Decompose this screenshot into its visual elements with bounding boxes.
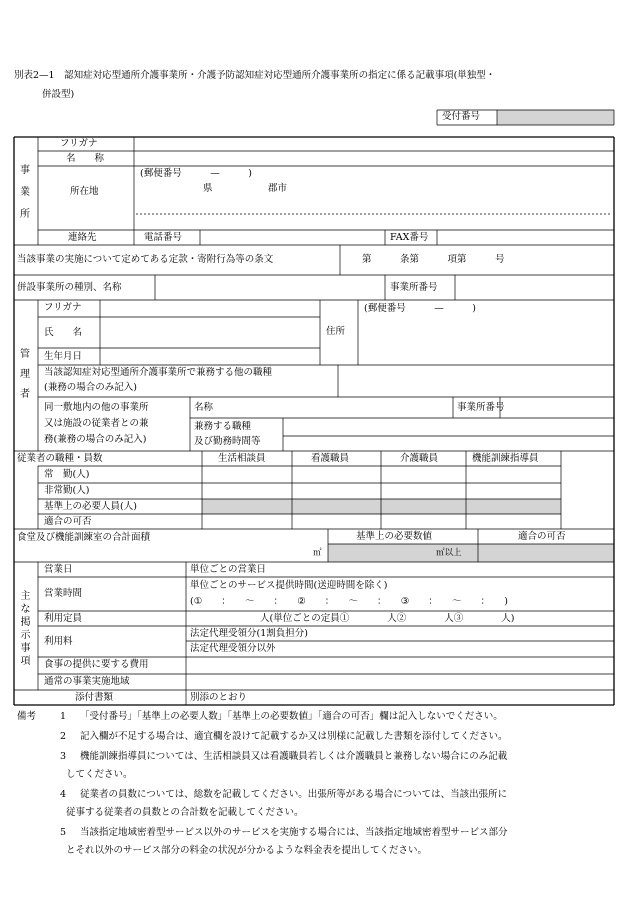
note-1-number: 1 xyxy=(60,711,67,722)
staff-col-counselor: 生活相談員 xyxy=(218,453,266,464)
receipt-number-label: 受付番号 xyxy=(442,111,481,122)
business-postal-code: (郵便番号 — ) xyxy=(140,168,252,179)
manager-duty-label-2: 及び勤務時間等 xyxy=(194,436,261,447)
note-2: 記入欄が不足する場合は、適宜欄を設けて記載するか又は別様に記載した書類を添付してください。 xyxy=(80,731,508,742)
note-3-line-2: してください。 xyxy=(66,769,133,780)
business-days-label: 営業日 xyxy=(44,564,73,575)
note-5-line-2: とそれ以外のサービス部分の料金の状況が分かるような料金表を提出してください。 xyxy=(66,845,428,856)
articles-value: 第 条第 項第 号 xyxy=(362,254,505,265)
fee-label: 利用料 xyxy=(44,636,73,647)
business-section-label: 事業所 xyxy=(20,165,30,220)
note-4-line-1: 従業者の員数については、総数を記載してください。出張所等がある場合については、当該出張所に xyxy=(80,789,508,800)
business-phone-label: 電話番号 xyxy=(144,232,183,243)
area-required-label: 基準上の必要数値 xyxy=(356,531,433,542)
business-contact-label: 連絡先 xyxy=(68,232,97,243)
manager-concurrent-note: (兼務の場合のみ記入) xyxy=(44,382,137,393)
attached-docs-value: 別添のとおり xyxy=(190,692,248,703)
note-3-line-1: 機能訓練指導員については、生活相談員又は看護職員若しくは介護職員と兼務しない場合にのみ記載 xyxy=(80,751,508,762)
articles-label: 当該事業の実施について定めてある定款・寄附行為等の条文 xyxy=(17,254,274,265)
fee-value-proxy: 法定代理受領分(1割負担分) xyxy=(190,628,308,639)
manager-other-label-1: 同一敷地内の他の事業所 xyxy=(44,402,149,413)
manager-other-name-label: 名称 xyxy=(194,402,214,413)
business-days-value: 単位ごとの営業日 xyxy=(190,564,267,575)
area-unit: ㎡ xyxy=(313,548,322,558)
manager-address-label: 住所 xyxy=(326,326,346,337)
business-hours-value-2: (① ： ～ ： ② ： ～ ： ③ ： ～ ： ) xyxy=(190,596,508,607)
manager-name-label: 氏 名 xyxy=(44,327,83,338)
form-title-continued: 併設型) xyxy=(42,89,75,100)
note-1: 「受付番号」「基準上の必要人数」「基準上の必要数値」「適合の可否」欄は記入しないでください。 xyxy=(80,711,503,722)
main-items-section-label: 主な掲示事項 xyxy=(20,591,31,667)
note-4-number: 4 xyxy=(60,789,67,800)
note-3-number: 3 xyxy=(60,751,67,762)
staff-col-caregiver: 介護職員 xyxy=(400,453,439,464)
manager-duty-label-1: 兼務する職種 xyxy=(194,421,252,432)
manager-section-label: 管理者 xyxy=(20,349,30,400)
form-title: 別表2—1 認知症対応型通所介護事業所・介護予防認知症対応型通所介護事業所の指定に係る記載事項(単独型・ xyxy=(14,70,496,81)
staff-row-fulltime: 常 勤(人) xyxy=(44,469,90,480)
note-4-line-2: 従事する従業者の員数との合計数を記載してください。 xyxy=(66,807,304,818)
notes-title: 備考 xyxy=(17,711,37,722)
manager-other-label-3: 務(兼務の場合のみ記入) xyxy=(44,434,147,445)
manager-concurrent-label: 当該認知症対応型通所介護事業所で兼務する他の職種 xyxy=(44,367,273,378)
business-address-label: 所在地 xyxy=(70,186,99,197)
attached-docs-label: 添付書類 xyxy=(75,692,114,703)
note-5-number: 5 xyxy=(60,827,67,838)
capacity-value: 人(単位ごとの定員① 人② 人③ 人) xyxy=(260,613,515,624)
staff-col-trainer: 機能訓練指導員 xyxy=(472,453,539,464)
business-furigana-label: フリガナ xyxy=(60,138,98,149)
business-fax-label: FAX番号 xyxy=(390,232,429,243)
manager-birth-label: 生年月日 xyxy=(44,351,83,362)
note-5-line-1: 当該指定地域密着型サービス以外のサービスを実施する場合には、当該指定地域密着型サービス部分 xyxy=(80,827,508,838)
capacity-label: 利用定員 xyxy=(44,613,83,624)
manager-furigana-label: フリガナ xyxy=(44,302,82,313)
note-2-number: 2 xyxy=(60,731,67,742)
service-area-label: 通常の事業実施地域 xyxy=(44,676,130,687)
manager-other-label-2: 又は施設の従業者との兼 xyxy=(44,418,149,429)
business-prefecture-label: 県 xyxy=(203,183,213,194)
annexed-number-label: 事業所番号 xyxy=(390,282,438,293)
staff-header-label: 従業者の職種・員数 xyxy=(17,453,103,464)
manager-postal-code: (郵便番号 — ) xyxy=(364,303,476,314)
area-fit-label: 適合の可否 xyxy=(518,531,566,542)
business-name-label: 名 称 xyxy=(66,153,105,164)
staff-row-required: 基準上の必要人員(人) xyxy=(44,501,137,512)
annexed-type-label: 併設事業所の種別、名称 xyxy=(17,282,122,293)
manager-other-number-label: 事業所番号 xyxy=(457,402,505,413)
fee-value-other: 法定代理受領分以外 xyxy=(190,643,276,654)
staff-row-fit: 適合の可否 xyxy=(44,516,92,527)
staff-row-parttime: 非常勤(人) xyxy=(44,485,90,496)
business-hours-label: 営業時間 xyxy=(44,588,83,599)
area-required-unit: ㎡以上 xyxy=(436,548,462,558)
business-hours-value-1: 単位ごとのサービス提供時間(送迎時間を除く) xyxy=(190,580,388,591)
meal-cost-label: 食事の提供に要する費用 xyxy=(44,659,149,670)
business-city-label: 郡市 xyxy=(268,183,288,194)
area-label: 食堂及び機能訓練室の合計面積 xyxy=(17,532,151,543)
staff-col-nurse: 看護職員 xyxy=(311,453,350,464)
